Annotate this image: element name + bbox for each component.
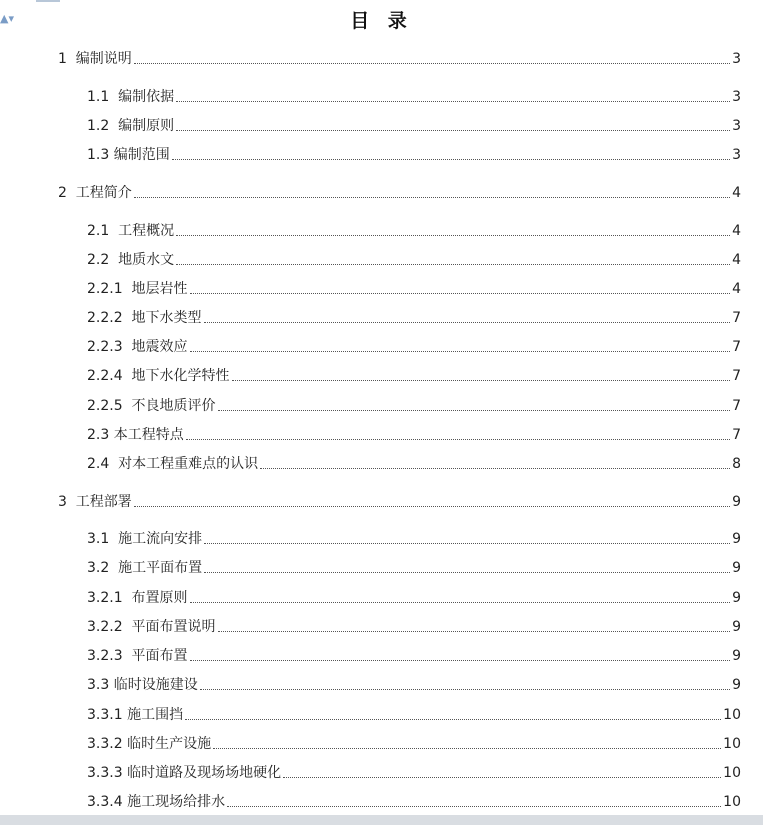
dot-leader: [204, 543, 730, 544]
toc-entry[interactable]: [87, 733, 741, 753]
dot-leader: [190, 660, 731, 661]
toc-entry-page: 10: [723, 707, 741, 723]
dot-leader: [134, 197, 730, 198]
dot-leader: [283, 777, 721, 778]
toc-entry-label: 3.2.3 平面布置: [87, 648, 188, 664]
status-bar: [0, 815, 763, 825]
dot-leader: [200, 689, 730, 690]
toc-entry[interactable]: [87, 424, 741, 444]
toc-entry[interactable]: [87, 115, 741, 135]
dot-leader: [176, 130, 730, 131]
dot-leader: [227, 806, 721, 807]
toc-entry-page: 7: [732, 368, 741, 384]
toc-entry[interactable]: [87, 557, 741, 577]
toc-entry-page: 9: [732, 560, 741, 576]
toc-entry-page: 10: [723, 765, 741, 781]
dot-leader: [190, 602, 731, 603]
toc-entry[interactable]: [87, 144, 741, 164]
toc-entry-page: 4: [732, 252, 741, 268]
toc-entry-label: 2.2 地质水文: [87, 252, 175, 268]
toc-entry-label: 2 工程简介: [58, 185, 132, 201]
toc-entry[interactable]: [87, 395, 741, 415]
toc-entry-label: 3.3.2 临时生产设施: [87, 736, 212, 752]
toc-entry-label: 2.4 对本工程重难点的认识: [87, 456, 259, 472]
toc-entry[interactable]: [87, 220, 741, 240]
toc-entry-label: 1.3 编制范围: [87, 147, 170, 163]
toc-entry[interactable]: [87, 453, 741, 473]
toc-entry[interactable]: [87, 704, 741, 724]
toc-entry-page: 9: [732, 677, 741, 693]
toc-entry-label: 3.1 施工流向安排: [87, 531, 203, 547]
dot-leader: [218, 631, 731, 632]
toc-entry-label: 2.2.5 不良地质评价: [87, 398, 216, 414]
toc-entry-page: 4: [732, 281, 741, 297]
toc-entry[interactable]: [87, 307, 741, 327]
dot-leader: [186, 439, 730, 440]
toc-entry[interactable]: [87, 674, 741, 694]
toc-entry[interactable]: [87, 249, 741, 269]
toc-entry[interactable]: [87, 86, 741, 106]
toc-entry-page: 9: [732, 494, 741, 510]
toc-entry[interactable]: [58, 182, 741, 202]
toc-entry-page: 7: [732, 310, 741, 326]
toc-entry[interactable]: [87, 587, 741, 607]
toc-entry[interactable]: [58, 48, 741, 68]
toc-entry-label: 1.2 编制原则: [87, 118, 175, 134]
toc-entry[interactable]: [87, 645, 741, 665]
toc-entry-label: 3 工程部署: [58, 494, 132, 510]
toc-entry-page: 9: [732, 648, 741, 664]
toc-entry-page: 9: [732, 619, 741, 635]
toc-entry[interactable]: [87, 791, 741, 811]
toc-entry-label: 2.2.4 地下水化学特性: [87, 368, 230, 384]
toc-entry-page: 9: [732, 531, 741, 547]
toc-entry-label: 2.3 本工程特点: [87, 427, 184, 443]
toc-entry-page: 4: [732, 223, 741, 239]
dot-leader: [176, 101, 730, 102]
toc-entry[interactable]: [87, 762, 741, 782]
dot-leader: [204, 322, 731, 323]
toc-entry[interactable]: [87, 616, 741, 636]
toc-entry[interactable]: [87, 336, 741, 356]
dot-leader: [185, 719, 721, 720]
toc-entry-page: 4: [732, 185, 741, 201]
toc-entry-label: 3.3 临时设施建设: [87, 677, 198, 693]
toc-entry-page: 8: [732, 456, 741, 472]
dot-leader: [176, 264, 730, 265]
toc-entry-page: 3: [732, 147, 741, 163]
dot-leader: [190, 351, 731, 352]
toc-entry-label: 3.3.3 临时道路及现场场地硬化: [87, 765, 282, 781]
toc-entry-label: 2.2.1 地层岩性: [87, 281, 188, 297]
dot-leader: [134, 63, 730, 64]
toc-entry-label: 2.2.2 地下水类型: [87, 310, 202, 326]
toc-entry-page: 3: [732, 51, 741, 67]
toc-entry-page: 7: [732, 339, 741, 355]
dot-leader: [172, 159, 730, 160]
toc-entry-label: 2.2.3 地震效应: [87, 339, 188, 355]
dot-leader: [218, 410, 731, 411]
toc-entry-label: 3.2.1 布置原则: [87, 590, 188, 606]
dot-leader: [213, 748, 721, 749]
dot-leader: [176, 235, 730, 236]
toc-entry-label: 3.3.4 施工现场给排水: [87, 794, 226, 810]
toc-entry-page: 7: [732, 427, 741, 443]
toc-entry-page: 7: [732, 398, 741, 414]
dot-leader: [232, 380, 731, 381]
toc-entry[interactable]: [58, 491, 741, 511]
dot-leader: [260, 468, 730, 469]
dot-leader: [204, 572, 730, 573]
toc-entry-label: 3.2.2 平面布置说明: [87, 619, 216, 635]
toc-entry[interactable]: [87, 365, 741, 385]
dot-leader: [190, 293, 731, 294]
dot-leader: [134, 506, 730, 507]
toc-entry-label: 1.1 编制依据: [87, 89, 175, 105]
toc-entry[interactable]: [87, 278, 741, 298]
toc-entry-page: 3: [732, 118, 741, 134]
toc-entry-label: 3.3.1 施工围挡: [87, 707, 184, 723]
toc-entry-label: 3.2 施工平面布置: [87, 560, 203, 576]
document-icon: ▲▾: [0, 12, 14, 25]
toc-entry-label: 2.1 工程概况: [87, 223, 175, 239]
page-title: 目 录: [350, 10, 413, 32]
toc-entry-page: 9: [732, 590, 741, 606]
toc-entry-label: 1 编制说明: [58, 51, 132, 67]
toc-entry[interactable]: [87, 528, 741, 548]
toc-entry-page: 3: [732, 89, 741, 105]
toc-entry-page: 10: [723, 736, 741, 752]
toc-entry-page: 10: [723, 794, 741, 810]
